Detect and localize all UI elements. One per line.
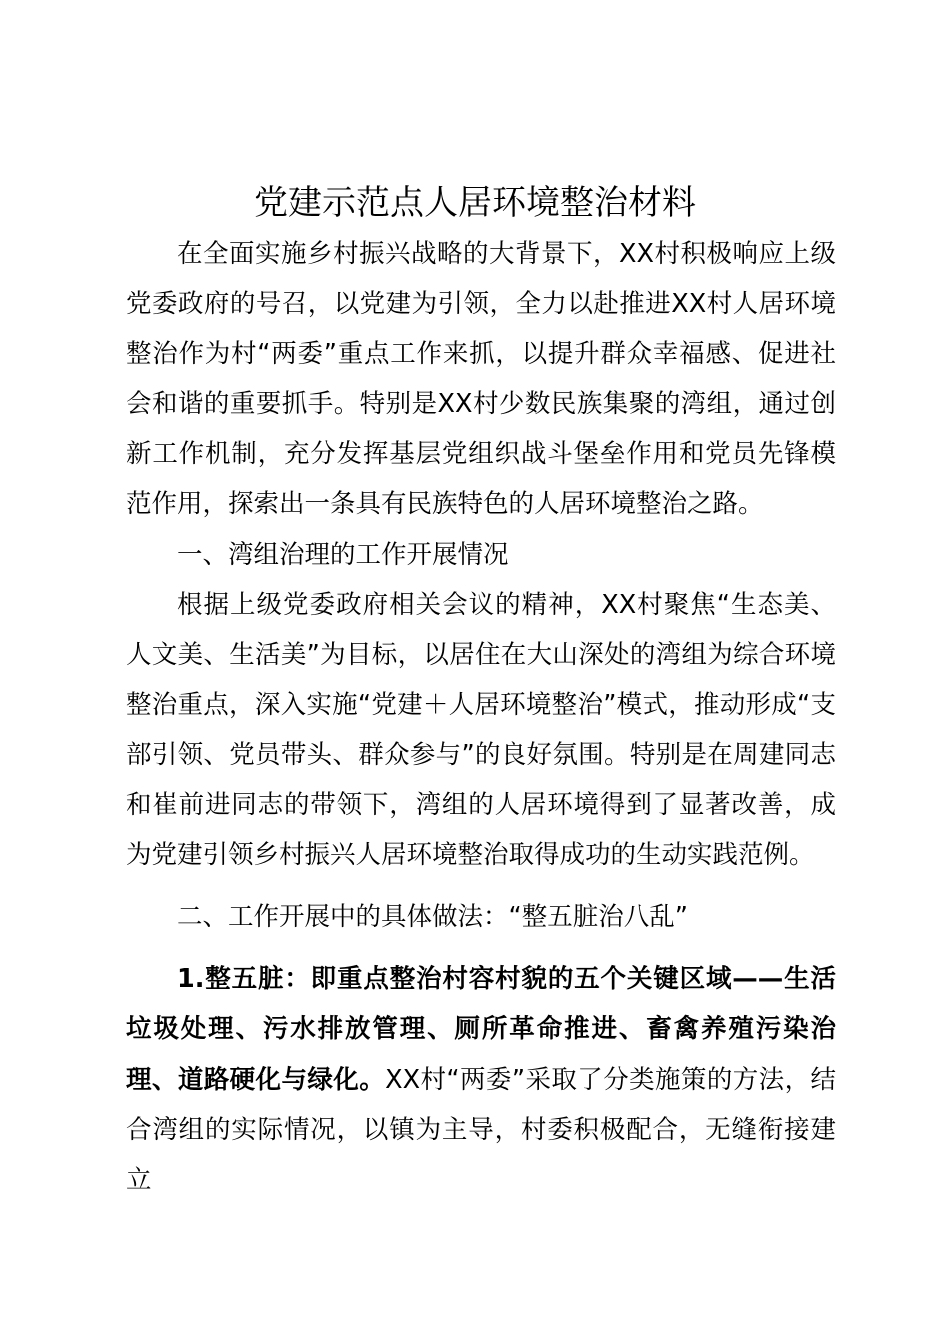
subsection-1-text: XX村“两委”采取了分类施策的方法，结合湾组的实际情况，以镇为主导，村委积极配合，无缝衔接建立 xyxy=(126,1064,836,1195)
subsection-1-paragraph xyxy=(126,954,836,1204)
document-body xyxy=(126,229,836,1205)
section-1-paragraph: 根据上级党委政府相关会议的精神，XX村聚焦“生态美、人文美、生活美”为目标，以居住在大山深处的湾组为综合环境整治重点，深入实施“党建＋人居环境整治”模式，推动形成“支部引领、党员带头、群众参与”的良好氛围。特别是在周建同志和崔前进同志的带领下，湾组的人居环境得到了显著改善，成为党建引领乡村振兴人居环境整治取得成功的生动实践范例。 xyxy=(126,589,836,871)
intro-paragraph: 在全面实施乡村振兴战略的大背景下，XX村积极响应上级党委政府的号召，以党建为引领，全力以赴推进XX村人居环境整治作为村“两委”重点工作来抓，以提升群众幸福感、促进社会和谐的重要抓手。特别是XX村少数民族集聚的湾组，通过创新工作机制，充分发挥基层党组织战斗堡垒作用和党员先锋模范作用，探索出一条具有民族特色的人居环境整治之路。 xyxy=(126,239,836,520)
section-heading-2: 二、工作开展中的具体做法：“整五脏治八乱” xyxy=(177,902,688,933)
subsection-1-lead: 1.整五脏：即重点整治村容村貌的五个关键区域——生活垃圾处理、污水排放管理、厕所革命推进、畜禽养殖污染治理、道路硬化与绿化。 xyxy=(126,964,836,1095)
section-heading-1: 一、湾组治理的工作开展情况 xyxy=(177,539,509,570)
document-title: 党建示范点人居环境整治材料 xyxy=(254,183,696,223)
